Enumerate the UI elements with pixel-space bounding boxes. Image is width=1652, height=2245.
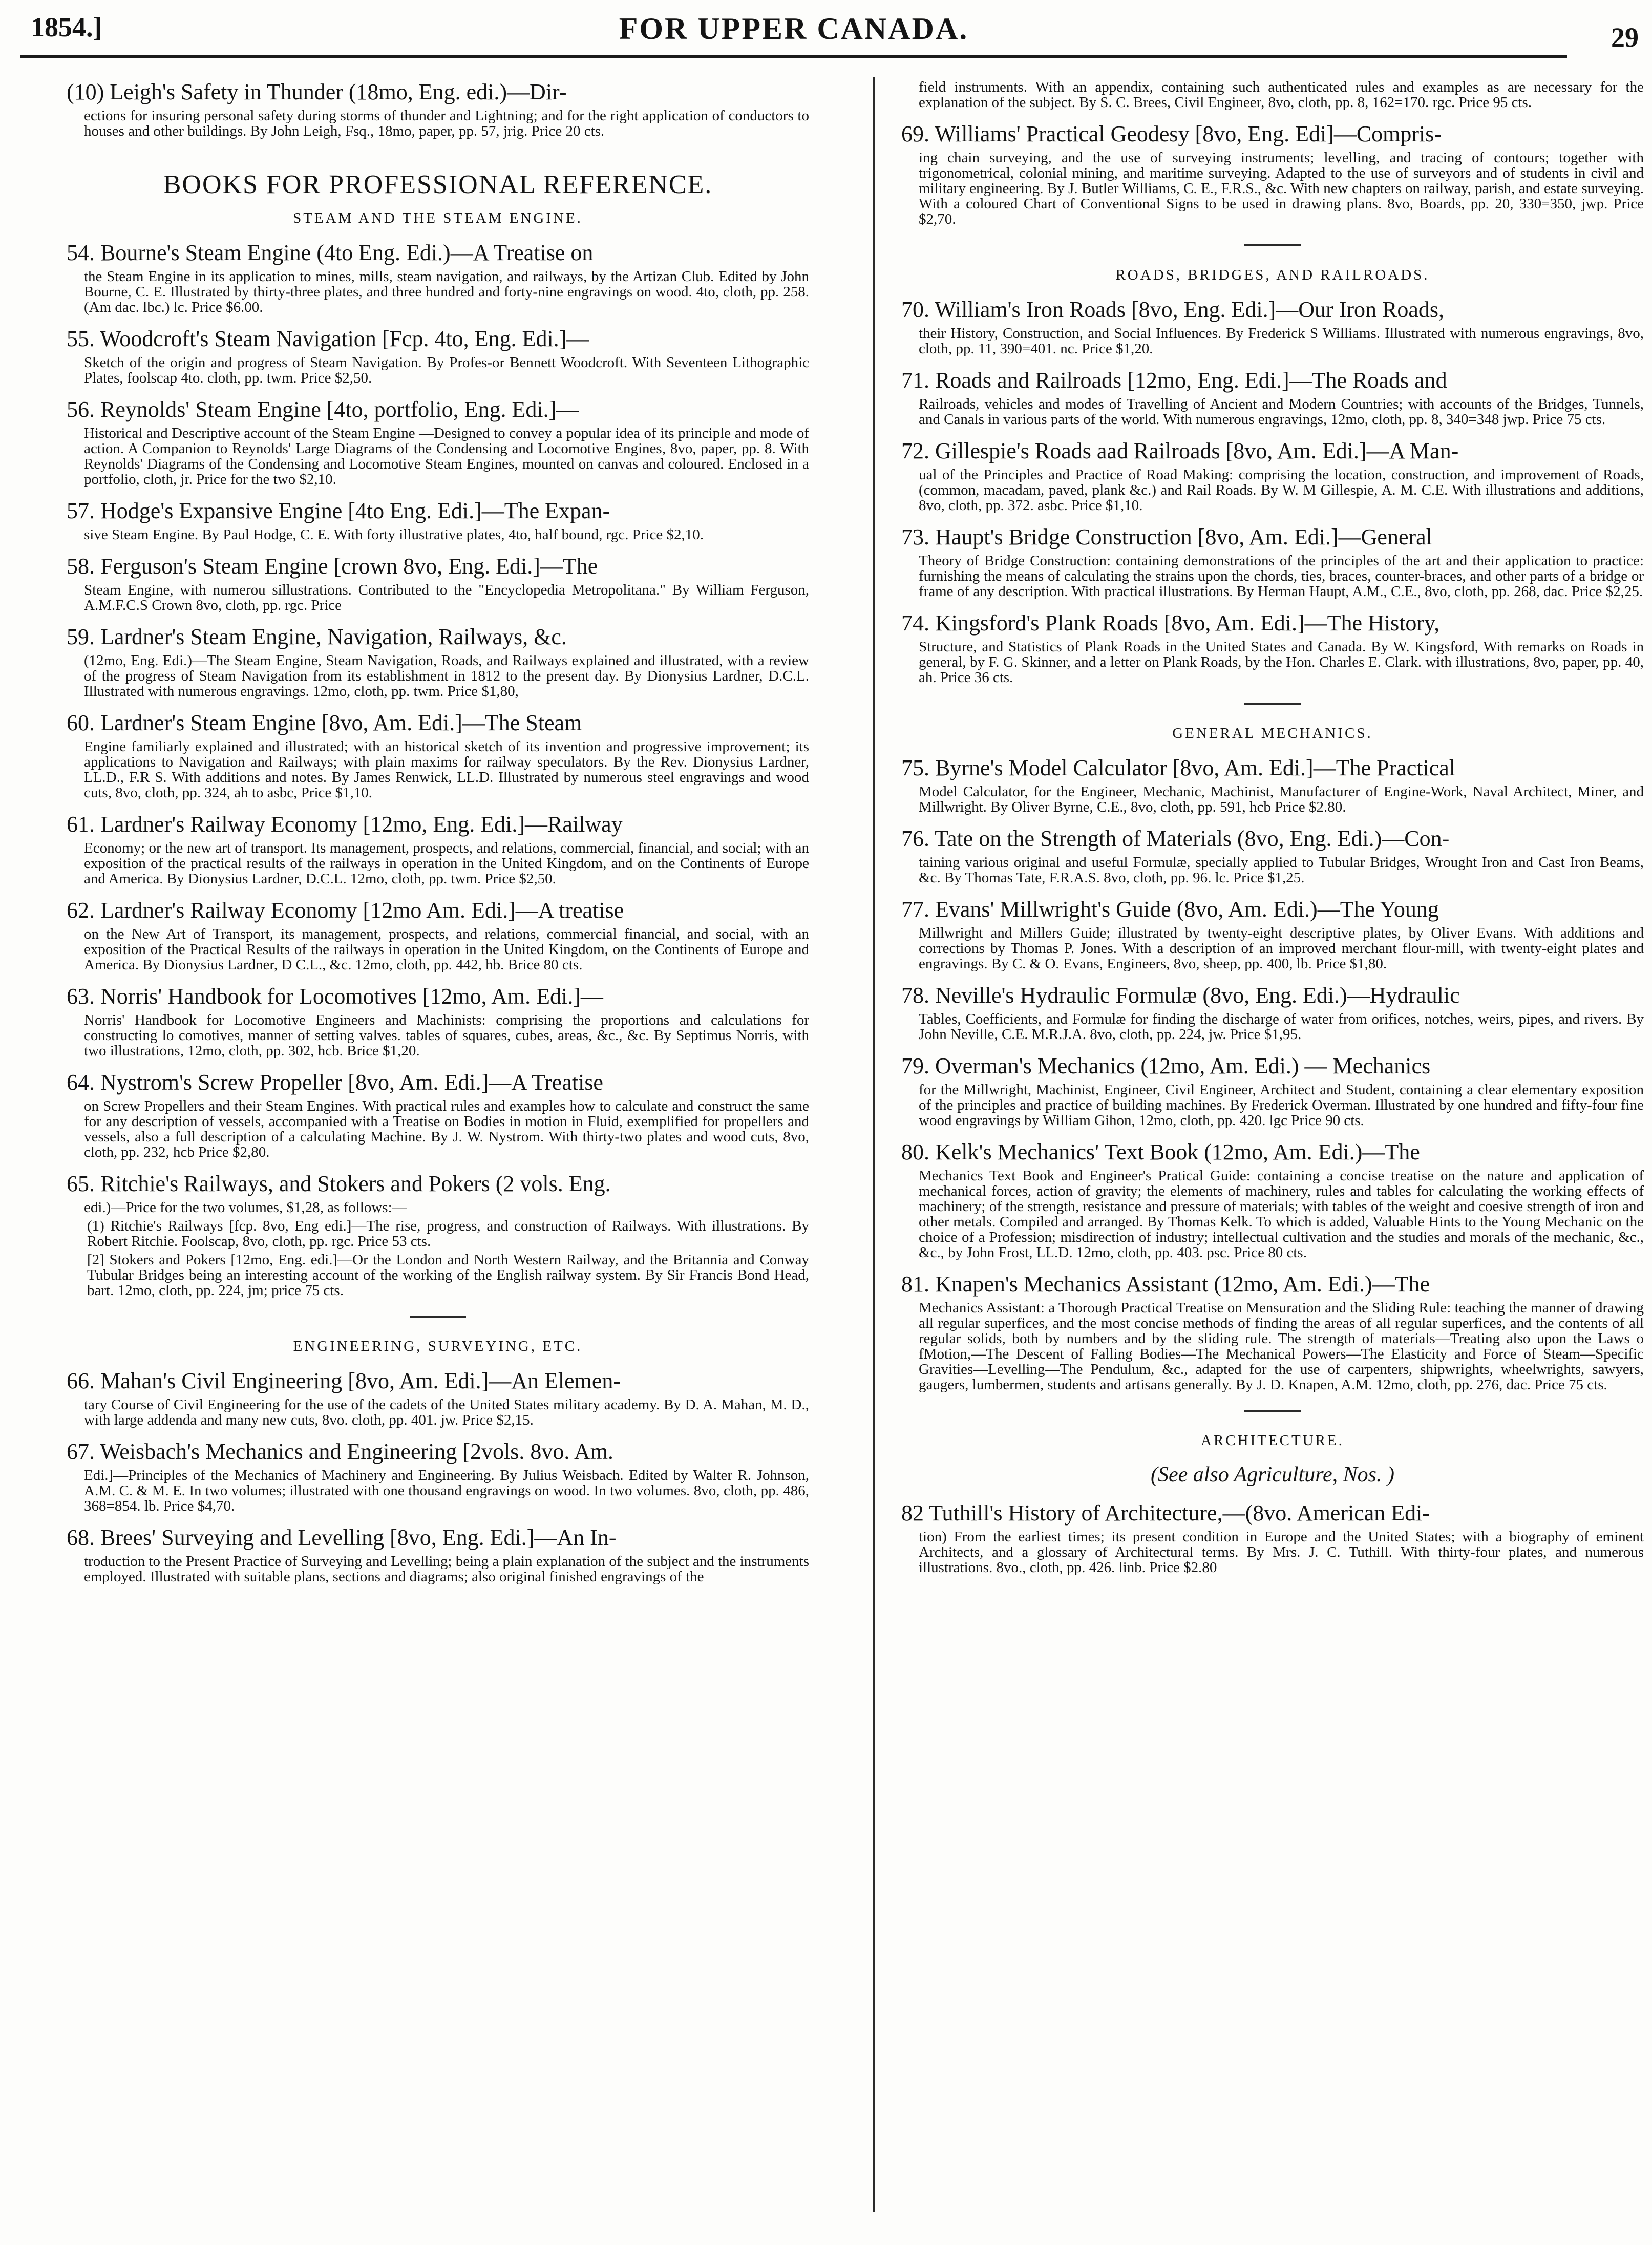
entry-body: their History, Construction, and Social Influences. By Frederick S Williams. Illustrated with numerous engravings, 8vo, cloth, pp. 11, 390=401. nc. Price $1,20.: [919, 325, 1644, 357]
left-column: [67, 79, 809, 2210]
entry-heading: 76. Tate on the Strength of Materials (8vo, Eng. Edi.)—Con-: [901, 826, 1450, 851]
entry-body: the Steam Engine in its application to mines, mills, steam navigation, and railways, by the Artizan Club. Edited by John Bourne, C. E. Illustrated by thirty-three plates, and three hundred and forty-nine engravings on wood. 4to, cloth, pp. 258. (Am dac. lbc.) lc. Price $6.00.: [84, 268, 809, 315]
entry-heading: 74. Kingsford's Plank Roads [8vo, Am. Edi.]—The History,: [901, 610, 1440, 636]
catalog-entry: [901, 897, 1644, 971]
entry-body: tion) From the earliest times; its present condition in Europe and the United States; with a biography of eminent Architects, and a glossary of Architectural terms. By Mrs. J. C. Tuthill. With thirty-four plates, and numerous illustrations. 8vo., cloth, pp. 426. linb. Price $2.80: [919, 1529, 1644, 1576]
entry-body: Mechanics Assistant: a Thorough Practical Treatise on Mensuration and the Sliding Rule: teaching the manner of drawing all regular superfices, and the most concise methods of finding the areas of all regular superfices, and the contents of all regular solids, both by numbers and by the sliding rule. The strength of materials—Treating also upon the Laws o fMotion,—The Descent of Falling Bodies—The Mechanical Powers—The Elasticity and Force of Steam—Specific Gravities—Levelling—The Pendulum, &c., adapted for the use of carpenters, shipwrights, wheelwrights, sawyers, gaugers, lumbermen, students and artisans generally. By J. D. Knapen, A.M. 12mo, cloth, pp. 276, dac. Price 75 cts.: [919, 1300, 1644, 1393]
entry-body: Theory of Bridge Construction: containing demonstrations of the principles of the art and their application to practice: furnishing the means of calculating the strains upon the chords, ties, braces, counter-braces, and other parts of a bridge or frame of any description. With practical illustrations. By Herman Haupt, A.M., C.E., 8vo, cloth, pp. 268, dac. Price $2,25.: [919, 553, 1644, 600]
entry-heading: 80. Kelk's Mechanics' Text Book (12mo, Am. Edi.)—The: [901, 1139, 1420, 1164]
catalog-entry: [901, 610, 1644, 685]
catalog-entry: [901, 1272, 1644, 1392]
catalog-entry: [901, 826, 1644, 885]
entry-body: Model Calculator, for the Engineer, Mechanic, Machinist, Manufacturer of Engine-Work, Naval Architect, Miner, and Millwright. By Oliver Byrne, C.E., 8vo, cloth, pp. 591, hcb Price $2.80.: [919, 783, 1644, 815]
entry-body: sive Steam Engine. By Paul Hodge, C. E. With forty illustrative plates, 4to, half bound, rgc. Price $2,10.: [84, 526, 704, 543]
header-title: FOR UPPER CANADA.: [619, 12, 969, 46]
entry-heading: 59. Lardner's Steam Engine, Navigation, Railways, &c.: [67, 624, 567, 649]
entry-body: Tables, Coefficients, and Formulæ for finding the discharge of water from orifices, notches, weirs, pipes, and rivers. By John Neville, C.E. M.R.J.A. 8vo, cloth, pp. 224, jw. Price $1,95.: [919, 1011, 1644, 1043]
entry-body: Engine familiarly explained and illustrated; with an historical sketch of its invention and progressive improvement; its applications to Navigation and Railways; with plain maxims for railway speculators. By the Rev. Dionysius Lardner, LL.D., F.R S. With additions and notes. By James Renwick, LL.D. Illustrated by numerous steel engravings and wood cuts, 8vo, cloth, pp. 324, ah to asbc, Price $1,10.: [84, 738, 809, 801]
page-number: 29: [1611, 22, 1639, 53]
catalog-entry: [901, 524, 1644, 599]
entry-heading: 61. Lardner's Railway Economy [12mo, Eng. Edi.]—Railway: [67, 812, 623, 837]
entry-body: ual of the Principles and Practice of Road Making: comprising the location, construction, and improvement of Roads, (common, macadam, paved, plank &c.) and Rail Roads. By W. M Gillespie, A. M. C.E. With illustrations and additions, 8vo, cloth, pp. 372. asbc. Price $1,10.: [919, 467, 1644, 514]
catalog-entry: [67, 1070, 809, 1160]
section-title: BOOKS FOR PROFESSIONAL REFERENCE.: [163, 170, 713, 199]
category-heading: ARCHITECTURE.: [1201, 1432, 1344, 1449]
entry-heading: 66. Mahan's Civil Engineering [8vo, Am. Edi.]—An Elemen-: [67, 1368, 621, 1393]
catalog-entry: [67, 554, 809, 613]
entry-heading: 63. Norris' Handbook for Locomotives [12mo, Am. Edi.]—: [67, 984, 603, 1009]
entry-body: edi.)—Price for the two volumes, $1,28, as follows:—: [84, 1199, 407, 1216]
entry-body: Economy; or the new art of transport. Its management, prospects, and relations, commercial, financial, and social; with an exposition of the practical results of the railways in operation in the United Kingdom, and on the Continents of Europe and America. By Dionysius Lardner, D.C.L. 12mo, cloth, pp. twm. Price $2,50.: [84, 840, 809, 887]
entry-heading: 57. Hodge's Expansive Engine [4to Eng. Edi.]—The Expan-: [67, 498, 610, 523]
entry-heading: 65. Ritchie's Railways, and Stokers and Pokers (2 vols. Eng.: [67, 1171, 611, 1196]
catalog-entry: [67, 1171, 809, 1298]
entry-body: Norris' Handbook for Locomotive Engineers and Machinists: comprising the proportions and calculations for constructing lo comotives, manner of setting valves. tables of squares, cubes, areas, &c., &c. By Septimus Norris, with two illustrations, 12mo, cloth, pp. 302, hcb. Brice $1,20.: [84, 1012, 809, 1059]
catalog-entry: [901, 438, 1644, 513]
header-year: 1854.]: [31, 12, 102, 43]
catalog-entry: [901, 368, 1644, 427]
entry-body: on Screw Propellers and their Steam Engines. With practical rules and examples how to calculate and construct the same for any description of vessels, accompanied with a Treatise on Bodies in motion in Fluid, exemplified for propellers and vessels, also a full description of a calculating Machine. By J. W. Nystrom. With thirty-two plates and wood cuts, 8vo, cloth, pp. 232, hcb Price $2,80.: [84, 1098, 809, 1160]
entry-body: (12mo, Eng. Edi.)—The Steam Engine, Steam Navigation, Roads, and Railways explained and illustrated, with a review of the progress of Steam Navigation from its establishment in 1812 to the present day. By Dionysius Lardner, D.C.L. Illustrated with numerous engravings. 12mo, cloth, pp. twm. Price $1,80,: [84, 652, 809, 700]
entry-heading: 71. Roads and Railroads [12mo, Eng. Edi.]—The Roads and: [901, 368, 1447, 393]
entry-heading: 79. Overman's Mechanics (12mo, Am. Edi.) — Mechanics: [901, 1053, 1431, 1078]
entry-body: Railroads, vehicles and modes of Travelling of Ancient and Modern Countries; with accounts of the Bridges, Tunnels, and Canals in various parts of the world. With numerous engravings, 12mo, cloth, pp. 8, 340=348 jwp. Price 75 cts.: [919, 396, 1644, 428]
column-divider: [873, 77, 875, 2212]
section-divider: [1244, 1410, 1301, 1412]
entry-heading: 78. Neville's Hydraulic Formulæ (8vo, Eng. Edi.)—Hydraulic: [901, 983, 1460, 1008]
section-divider: [410, 1316, 466, 1318]
catalog-entry: [901, 121, 1644, 227]
entry-heading: (10) Leigh's Safety in Thunder (18mo, Eng. edi.)—Dir-: [67, 79, 567, 104]
category-heading: GENERAL MECHANICS.: [1172, 725, 1373, 742]
entry-heading: 55. Woodcroft's Steam Navigation [Fcp. 4to, Eng. Edi.]—: [67, 326, 589, 351]
entry-heading: 60. Lardner's Steam Engine [8vo, Am. Edi.]—The Steam: [67, 710, 582, 735]
entry-heading: 70. William's Iron Roads [8vo, Eng. Edi.]—Our Iron Roads,: [901, 297, 1444, 322]
catalog-entry: [67, 812, 809, 886]
catalog-entry: [67, 1368, 809, 1428]
catalog-entry: [901, 1500, 1644, 1575]
entry-heading: 72. Gillespie's Roads aad Railroads [8vo, Am. Edi.]—A Man-: [901, 438, 1459, 463]
entry-subitem: (1) Ritchie's Railways [fcp. 8vo, Eng edi.]—The rise, progress, and construction of Railways. With illustrations. By Robert Ritchie. Foolscap, 8vo, cloth, pp. rgc. Price 53 cts.: [87, 1218, 809, 1249]
catalog-entry: [67, 898, 809, 972]
catalog-entry: [67, 624, 809, 699]
entry-body: tary Course of Civil Engineering for the use of the cadets of the United States military academy. By D. A. Mahan, M. D., with large addenda and many new cuts, 8vo. cloth, pp. 401. jw. Price $2,15.: [84, 1396, 809, 1428]
entry-heading: 75. Byrne's Model Calculator [8vo, Am. Edi.]—The Practical: [901, 755, 1456, 780]
entry-subitem: [2] Stokers and Pokers [12mo, Eng. edi.]—Or the London and North Western Railway, and the Britannia and Conway Tubular Bridges being an interesting account of the working of the English railway system. By Sir Francis Bond Head, bart. 12mo, cloth, pp. 224, jm; price 75 cts.: [87, 1252, 809, 1299]
entry-heading: 69. Williams' Practical Geodesy [8vo, Eng. Edi]—Compris-: [901, 121, 1442, 146]
entry-heading: 62. Lardner's Railway Economy [12mo Am. Edi.]—A treatise: [67, 898, 624, 923]
catalog-entry: [901, 755, 1644, 815]
catalog-entry: [901, 297, 1644, 356]
entry-body: Edi.]—Principles of the Mechanics of Machinery and Engineering. By Julius Weisbach. Edited by Walter R. Johnson, A.M. C. & M. E. In two volumes; illustrated with one thousand engravings on wood. In two volumes. 8vo, cloth, pp. 486, 368=854. lb. Price $4,70.: [84, 1467, 809, 1514]
entry-heading: 77. Evans' Millwright's Guide (8vo, Am. Edi.)—The Young: [901, 897, 1439, 922]
catalog-entry: [901, 983, 1644, 1042]
catalog-entry: [67, 1525, 809, 1584]
page-header: [20, 8, 1639, 58]
category-heading: ROADS, BRIDGES, AND RAILROADS.: [1115, 267, 1430, 283]
entry-body: Sketch of the origin and progress of Steam Navigation. By Profes-or Bennett Woodcroft. With Seventeen Lithographic Plates, foolscap 4to. cloth, pp. twm. Price $2,50.: [84, 354, 809, 386]
entry-body: taining various original and useful Formulæ, specially applied to Tubular Bridges, Wrought Iron and Cast Iron Beams, &c. By Thomas Tate, F.R.A.S. 8vo, cloth, pp. 96. lc. Price $1,25.: [919, 854, 1644, 886]
section-divider: [1244, 244, 1301, 246]
catalog-entry: [901, 1053, 1644, 1128]
entry-heading: 67. Weisbach's Mechanics and Engineering [2vols. 8vo. Am.: [67, 1439, 613, 1464]
entry-body: ections for insuring personal safety during storms of thunder and Lightning; and for the right application of conductors to houses and other buildings. By John Leigh, Fsq., 18mo, paper, pp. 57, jrig. Price 20 cts.: [84, 108, 809, 139]
catalog-entry: [67, 710, 809, 800]
catalog-entry: [67, 397, 809, 487]
entry-body: Mechanics Text Book and Engineer's Pratical Guide: containing a concise treatise on the nature and application of mechanical forces, action of gravity; the elements of machinery, rules and tables for calculating the working effects of machinery; of the strength, resistance and pressure of materials; with tables of the weight and coesive strength of iron and other metals. Compiled and arranged. By Thomas Kelk. To which is added, Valuable Hints to the Young Mechanic on the choice of a Profession; misdirection of industry; intellectual cultivation and the studies and morals of the mechanic, &c., &c., by John Frost, LL.D. 12mo, cloth, pp. 403. psc. Price 80 cts.: [919, 1168, 1644, 1261]
see-also-note: (See also Agriculture, Nos. ): [1151, 1463, 1394, 1487]
entry-continuation: field instruments. With an appendix, containing such authenticated rules and examples as are necessary for the explanation of the subject. By S. C. Brees, Civil Engineer, 8vo, cloth, pp. 8, 162=170. rgc. Price 95 cts.: [919, 79, 1644, 111]
catalog-entry: [67, 326, 809, 386]
catalog-entry: [67, 984, 809, 1058]
entry-heading: 81. Knapen's Mechanics Assistant (12mo, Am. Edi.)—The: [901, 1272, 1430, 1297]
entry-body: troduction to the Present Practice of Surveying and Levelling; being a plain explanation of the subject and the instruments employed. Illustrated with suitable plans, sections and diagrams; also original finished engravings of the: [84, 1553, 809, 1585]
entry-body: Structure, and Statistics of Plank Roads in the United States and Canada. By W. Kingsford, With remarks on Roads in general, by F. G. Skinner, and a letter on Plank Roads, by the Hon. Charles E. Clark. with illustrations, 8vo, paper, pp. 40, ah. Price 36 cts.: [919, 639, 1644, 686]
entry-heading: 54. Bourne's Steam Engine (4to Eng. Edi.)—A Treatise on: [67, 240, 594, 265]
entry-body: for the Millwright, Machinist, Engineer, Civil Engineer, Architect and Student, containing a clear elementary exposition of the principles and practice of building machines. By Frederick Overman. Illustrated by one hundred and fifty-four fine wood engravings by William Gihon, 12mo, cloth, pp. 420. lgc Price 90 cts.: [919, 1082, 1644, 1129]
entry-heading: 73. Haupt's Bridge Construction [8vo, Am. Edi.]—General: [901, 524, 1432, 549]
entry-body: on the New Art of Transport, its management, prospects, and relations, commercial financial, and social, with an exposition of the Practical Results of the railways in operation in the United Kingdom, on the Continents of Europe and America. By Dionysius Lardner, D C.L., &c. 12mo, cloth, pp. 442, hb. Brice 80 cts.: [84, 926, 809, 973]
entry-body: Historical and Descriptive account of the Steam Engine —Designed to convey a popular idea of its principle and mode of action. A Companion to Reynolds' Large Diagrams of the Condensing and Locomotive Engines, 8vo, paper, pp. 8. With Reynolds' Diagrams of the Condensing and Locomotive Steam Engines, mounted on canvas and coloured. Enclosed in a portfolio, cloth, jr. Price for the two $2,10.: [84, 425, 809, 488]
section-divider: [1244, 703, 1301, 705]
entry-heading: 82 Tuthill's History of Architecture,—(8vo. American Edi-: [901, 1500, 1430, 1526]
entry-heading: 56. Reynolds' Steam Engine [4to, portfolio, Eng. Edi.]—: [67, 397, 579, 422]
catalog-entry: [901, 1139, 1644, 1260]
entry-heading: 58. Ferguson's Steam Engine [crown 8vo, Eng. Edi.]—The: [67, 554, 598, 579]
catalog-entry: [67, 1439, 809, 1514]
entry-heading: 68. Brees' Surveying and Levelling [8vo, Eng. Edi.]—An In-: [67, 1525, 617, 1550]
catalog-entry: [67, 498, 809, 542]
catalog-entry: [67, 79, 809, 139]
category-heading: ENGINEERING, SURVEYING, ETC.: [293, 1338, 583, 1354]
entry-heading: 64. Nystrom's Screw Propeller [8vo, Am. Edi.]—A Treatise: [67, 1070, 603, 1095]
right-column: [901, 79, 1644, 2210]
entry-body: Millwright and Millers Guide; illustrated by twenty-eight descriptive plates, by Oliver Evans. With additions and corrections by Thomas P. Jones. With a description of an improved merchant flour-mill, with twenty-eight plates and engravings. By C. & O. Evans, Engineers, 8vo, sheep, pp. 400, lb. Price $1,80.: [919, 925, 1644, 972]
entry-body: Steam Engine, with numerou sillustrations. Contributed to the "Encyclopedia Metropolitana." By William Ferguson, A.M.F.C.S Crown 8vo, cloth, pp. rgc. Price: [84, 582, 809, 613]
catalog-entry: [67, 240, 809, 315]
category-heading: STEAM AND THE STEAM ENGINE.: [293, 210, 583, 226]
entry-body: ing chain surveying, and the use of surveying instruments; levelling, and tracing of contours; together with trigonometrical, colonial mining, and maritime surveying. Adapted to the use of surveyors and of students in civil and military engineering. By J. Butler Williams, C. E., F.R.S., &c. With new chapters on railway, parish, and estate surveying. With a coloured Chart of Conventional Signs to be used in drawing plans. 8vo, Boards, pp. 20, 330=350, jwp. Price $2,70.: [919, 150, 1644, 227]
